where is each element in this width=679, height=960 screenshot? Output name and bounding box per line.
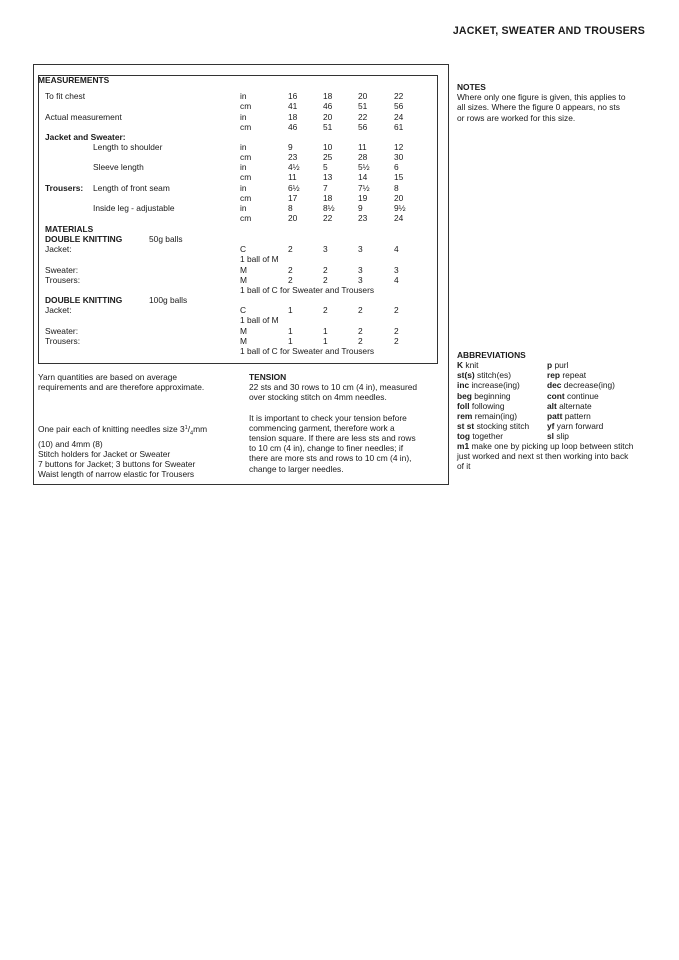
abbr-code: m1 [457, 441, 470, 451]
measurement-value: 46 [288, 122, 298, 132]
abbr-meaning: of it [457, 461, 471, 472]
abbr-code: foll [457, 400, 470, 411]
measurement-label: Length to shoulder [93, 142, 163, 152]
tension-line: to 10 cm (4 in), change to finer needles; if [249, 443, 404, 454]
material-ball-count: 1 [323, 336, 328, 346]
material-item-label: Sweater: [45, 265, 79, 275]
material-ball-count: 3 [394, 265, 399, 275]
material-ball-count: 2 [288, 275, 293, 285]
notes-heading: NOTES [457, 82, 486, 92]
measurement-value: 14 [358, 172, 368, 182]
abbr-item [547, 380, 615, 390]
measurement-label: Inside leg - adjustable [93, 203, 175, 213]
material-ball-count: 4 [394, 275, 399, 285]
measurement-value: 16 [288, 91, 298, 101]
material-item-label: Trousers: [45, 336, 81, 346]
measurement-value: 5½ [358, 162, 370, 172]
material-ball-count: 3 [358, 244, 363, 254]
tension-line: over stocking stitch on 4mm needles. [249, 392, 387, 403]
abbr-meaning: beginning [474, 390, 511, 401]
measurement-value: 6½ [288, 183, 300, 193]
abbr-meaning: yarn forward [556, 421, 604, 432]
material-colour-code: 1 ball of C for Sweater and Trousers [240, 285, 375, 295]
material-ball-count: 1 [288, 336, 293, 346]
abbr-code: st(s) [457, 370, 475, 381]
material-ball-count: 2 [323, 275, 328, 285]
material-ball-count: 2 [358, 305, 363, 315]
material-colour-code: 1 ball of M [240, 315, 279, 325]
abbr-meaning: increase(ing) [471, 380, 520, 391]
measurement-value: 20 [358, 91, 368, 101]
measurement-value: 30 [394, 152, 404, 162]
abbr-item [457, 370, 511, 380]
material-ball-count: 1 [288, 305, 293, 315]
material-ball-count: 2 [288, 244, 293, 254]
needles-line: 7 buttons for Jacket; 3 buttons for Sweater [38, 459, 196, 470]
measurement-label: Actual measurement [45, 112, 122, 122]
needles-line: (10) and 4mm (8) [38, 438, 103, 449]
jacket-sweater-heading: Jacket and Sweater: [45, 132, 126, 142]
measurement-value: 18 [323, 193, 333, 203]
abbr-item [547, 401, 592, 411]
material-ball-count: 2 [394, 336, 399, 346]
measurement-unit: cm [240, 101, 252, 111]
yarn-type: DOUBLE KNITTING [45, 234, 123, 244]
measurement-value: 22 [358, 112, 368, 122]
measurement-value: 56 [358, 122, 368, 132]
measurement-value: 18 [323, 91, 333, 101]
measurement-value: 46 [323, 101, 333, 111]
tension-line: there are more sts and rows to 10 cm (4 in), [249, 453, 412, 464]
abbr-meaning: just worked and next st then working into back [457, 451, 629, 462]
measurement-value: 10 [323, 142, 333, 152]
yarn-note: Yarn quantities are based on average requirements and are therefore approximate. [38, 372, 205, 393]
material-colour-code: C [240, 244, 247, 254]
abbr-m1 [457, 441, 633, 472]
abbr-meaning: purl [554, 360, 569, 370]
measurements-heading: MEASUREMENTS [38, 75, 110, 85]
page-title: JACKET, SWEATER AND TROUSERS [452, 25, 645, 37]
measurement-value: 7½ [358, 183, 370, 193]
abbr-meaning: alternate [559, 400, 592, 411]
material-ball-count: 2 [394, 305, 399, 315]
measurement-value: 24 [394, 213, 404, 223]
measurement-value: 9 [358, 203, 363, 213]
abbr-item [457, 401, 504, 411]
measurement-unit: cm [240, 213, 252, 223]
material-colour-code: M [240, 265, 247, 275]
measurement-label: Sleeve length [93, 162, 144, 172]
measurement-value: 8½ [323, 203, 335, 213]
needles-line: Stitch holders for Jacket or Sweater [38, 449, 171, 460]
material-ball-count: 1 [323, 326, 328, 336]
abbr-code: sl [547, 431, 554, 442]
measurement-value: 25 [323, 152, 333, 162]
abbr-code: beg [457, 390, 472, 401]
tension-line: change to larger needles. [249, 463, 344, 474]
measurement-value: 41 [288, 101, 298, 111]
measurement-unit: in [240, 183, 247, 193]
material-ball-count: 3 [358, 265, 363, 275]
abbr-item [457, 380, 520, 390]
measurement-value: 18 [288, 112, 298, 122]
material-item-label: Jacket: [45, 244, 72, 254]
abbr-code: K [457, 360, 464, 370]
notes-line: all sizes. Where the figure 0 appears, no sts [457, 102, 620, 113]
material-ball-count: 1 [288, 326, 293, 336]
measurement-value: 12 [394, 142, 404, 152]
abbreviations-heading: ABBREVIATIONS [457, 350, 526, 360]
abbr-item [547, 421, 603, 431]
material-colour-code: C [240, 305, 247, 315]
tension-line: tension square. If there are less sts and rows [249, 433, 416, 444]
measurement-unit: in [240, 112, 247, 122]
abbr-meaning: together [472, 431, 504, 442]
measurement-value: 22 [394, 91, 404, 101]
abbr-meaning: repeat [562, 370, 587, 381]
abbr-item [457, 360, 478, 370]
measurement-value: 51 [358, 101, 368, 111]
measurement-unit: in [240, 91, 247, 101]
abbr-code: alt [547, 400, 557, 411]
notes-line: or rows are worked for this size. [457, 112, 576, 123]
abbr-meaning: slip [556, 431, 569, 442]
yarn-type: DOUBLE KNITTING [45, 295, 123, 305]
needles-line: Waist length of narrow elastic for Trousers [38, 469, 195, 480]
notes-line: Where only one figure is given, this applies to [457, 92, 626, 103]
abbr-code: cont [547, 390, 565, 401]
abbr-meaning: make one by picking up loop between stitch [471, 441, 634, 451]
measurement-value: 8 [288, 203, 293, 213]
measurement-unit: cm [240, 152, 252, 162]
material-ball-count: 2 [358, 336, 363, 346]
measurement-value: 15 [394, 172, 404, 182]
abbr-code: patt [547, 411, 563, 421]
abbr-code: dec [547, 380, 562, 391]
abbr-code: rep [547, 370, 561, 381]
measurement-value: 23 [358, 213, 368, 223]
material-ball-count: 2 [323, 305, 328, 315]
measurement-value: 6 [394, 162, 399, 172]
measurement-value: 11 [288, 172, 297, 182]
measurement-value: 9½ [394, 203, 406, 213]
material-ball-count: 3 [358, 275, 363, 285]
tension-line: commencing garment, therefore work a [249, 422, 395, 433]
abbr-code: tog [457, 431, 471, 442]
tension-line: 22 sts and 30 rows to 10 cm (4 in), measured [249, 382, 418, 393]
abbr-meaning: knit [465, 360, 479, 370]
measurement-value: 28 [358, 152, 368, 162]
abbr-code: rem [457, 411, 473, 421]
measurement-value: 22 [323, 213, 333, 223]
needles-list [38, 424, 207, 480]
measurement-value: 19 [358, 193, 368, 203]
measurement-value: 20 [323, 112, 333, 122]
measurement-value: 11 [358, 142, 367, 152]
abbr-meaning: decrease(ing) [563, 380, 615, 391]
trousers-heading: Trousers: [45, 183, 84, 193]
abbr-meaning: remain(ing) [474, 411, 518, 421]
ball-weight: 50g balls [149, 234, 183, 244]
material-colour-code: M [240, 336, 247, 346]
abbr-code: inc [457, 380, 470, 391]
material-ball-count: 2 [288, 265, 293, 275]
tension-line: It is important to check your tension before [249, 412, 407, 423]
measurement-value: 5 [323, 162, 328, 172]
abbr-meaning: pattern [564, 411, 591, 421]
measurement-value: 51 [323, 122, 333, 132]
material-ball-count: 2 [394, 326, 399, 336]
measurement-unit: in [240, 142, 247, 152]
measurement-value: 61 [394, 122, 404, 132]
abbr-item [457, 391, 511, 401]
abbr-code: p [547, 360, 553, 370]
measurement-value: 9 [288, 142, 293, 152]
material-colour-code: 1 ball of M [240, 254, 279, 264]
measurement-value: 24 [394, 112, 404, 122]
abbr-code: st st [457, 421, 475, 432]
material-item-label: Sweater: [45, 326, 79, 336]
ball-weight: 100g balls [149, 295, 188, 305]
abbr-item [547, 370, 586, 380]
abbr-item [457, 431, 503, 441]
material-item-label: Trousers: [45, 275, 81, 285]
measurement-value: 17 [288, 193, 298, 203]
abbr-code: yf [547, 421, 555, 432]
material-colour-code: M [240, 326, 247, 336]
abbr-meaning: continue [567, 390, 599, 401]
abbr-meaning: following [471, 400, 505, 411]
material-ball-count: 4 [394, 244, 399, 254]
measurement-unit: in [240, 162, 247, 172]
material-colour-code: 1 ball of C for Sweater and Trousers [240, 346, 375, 356]
notes-section [457, 82, 626, 123]
abbr-item [547, 431, 569, 441]
material-ball-count: 2 [358, 326, 363, 336]
material-item-label: Jacket: [45, 305, 72, 315]
measurement-value: 13 [323, 172, 333, 182]
measurement-unit: cm [240, 193, 252, 203]
measurement-unit: cm [240, 122, 252, 132]
abbr-item [547, 411, 591, 421]
tension-section [249, 372, 417, 474]
abbr-item [457, 421, 529, 431]
material-ball-count: 3 [323, 244, 328, 254]
measurement-value: 56 [394, 101, 404, 111]
measurement-value: 20 [288, 213, 298, 223]
material-colour-code: M [240, 275, 247, 285]
abbr-meaning: stitch(es) [477, 370, 511, 381]
measurement-value: 4½ [288, 162, 300, 172]
abbr-meaning: stocking stitch [476, 421, 530, 432]
measurement-unit: cm [240, 172, 252, 182]
measurement-value: 8 [394, 183, 399, 193]
measurement-value: 7 [323, 183, 328, 193]
measurement-label: Length of front seam [93, 183, 170, 193]
materials-heading: MATERIALS [45, 224, 94, 234]
measurement-unit: in [240, 203, 247, 213]
measurement-value: 23 [288, 152, 298, 162]
material-ball-count: 2 [323, 265, 328, 275]
tension-heading: TENSION [249, 372, 287, 382]
needles-line: One pair each of knitting needles size $3^1/_4mm$ [38, 424, 208, 437]
abbr-item [457, 411, 517, 421]
measurement-value: 20 [394, 193, 404, 203]
measurement-label: To fit chest [45, 91, 86, 101]
abbr-item [547, 360, 568, 370]
abbr-item [547, 391, 599, 401]
